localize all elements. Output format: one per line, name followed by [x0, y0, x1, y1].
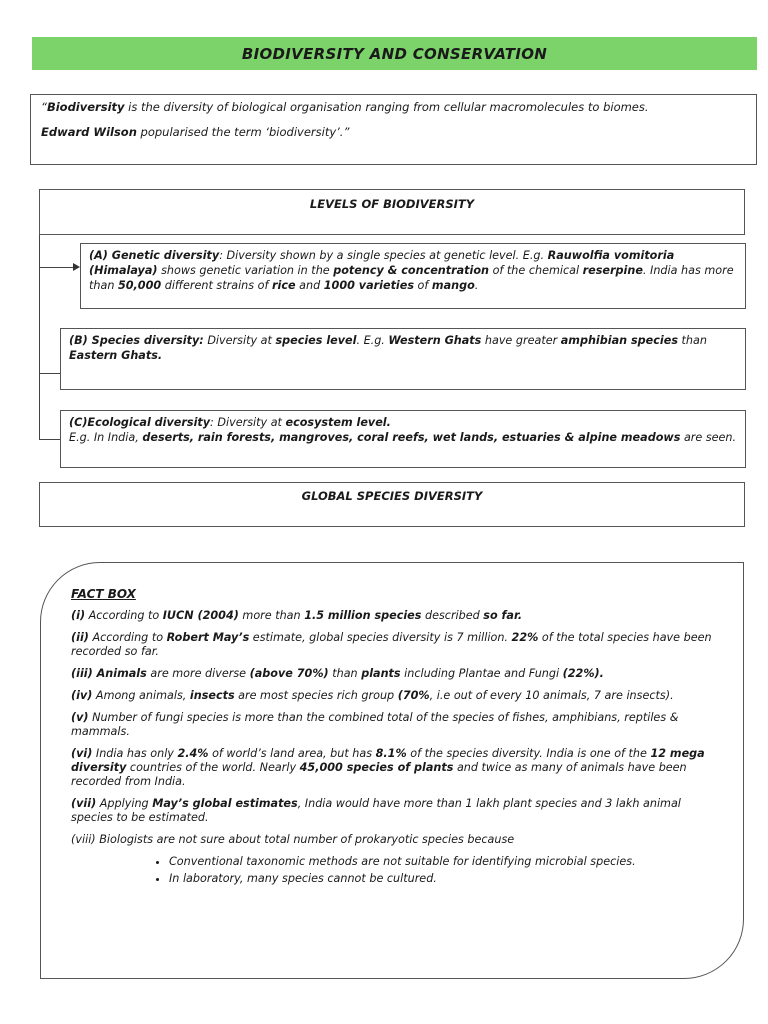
fact-3-text-1: are more diverse: [146, 667, 250, 680]
fact-3-text-2: than: [328, 667, 362, 680]
ecological-bold-1: ecosystem level.: [285, 416, 391, 429]
genetic-bold-2: potency & concentration: [333, 264, 490, 277]
levels-header-box: [39, 189, 745, 235]
genetic-bold-6: 1000 varieties: [323, 279, 414, 292]
fact-box: [40, 562, 744, 979]
genetic-bold-4: 50,000: [117, 279, 162, 292]
fact-item-8: [71, 833, 723, 847]
species-bold-2: Western Ghats: [388, 334, 482, 347]
fact-2-text-3: of the total species have been recorded so far.: [71, 631, 712, 658]
fact-5-text-1: Number of fungi species is more than the combined total of the species of fishes, amphibians, reptiles & mammals.: [71, 711, 679, 738]
fact-1-bold-1: IUCN (2004): [162, 609, 239, 622]
fact-6-number: (vi): [71, 747, 93, 760]
fact-item-7: [71, 797, 723, 825]
fact-3-bold-1: Animals: [96, 667, 147, 680]
ecological-bold-2: deserts, rain forests, mangroves, coral reefs, wet lands, estuaries & alpine meadows: [142, 431, 681, 444]
genetic-text-2: shows genetic variation in the: [157, 264, 334, 277]
attribution-line: [41, 125, 746, 139]
definition-box: [30, 94, 757, 165]
fact-7-number: (vii): [71, 797, 97, 810]
fact-item-6: [71, 747, 723, 789]
global-heading: GLOBAL SPECIES DIVERSITY: [301, 489, 483, 503]
genetic-text-1: : Diversity shown by a single species at genetic level. E.g.: [219, 249, 548, 262]
attribution-text: popularised the term ‘biodiversity’.”: [136, 125, 350, 139]
fact-6-bold-2: 8.1%: [375, 747, 407, 760]
species-label: (B) Species diversity:: [69, 334, 204, 347]
genetic-text-3: of the chemical: [489, 264, 583, 277]
fact-item-4: [71, 689, 723, 703]
species-bold-3: amphibian species: [560, 334, 678, 347]
fact-8-number: (viii): [71, 833, 96, 846]
fact-6-bold-1: 2.4%: [177, 747, 209, 760]
fact-4-text-2: are most species rich group: [234, 689, 398, 702]
genetic-bold-7: mango: [431, 279, 475, 292]
fact-6-text-5: and twice as many of animals have been recorded from India.: [71, 761, 687, 788]
fact-7-text-2: , India would have more than 1 lakh plant species and 3 lakh animal species to be estimated.: [71, 797, 681, 824]
global-diversity-header-box: [39, 482, 745, 527]
fact-item-2: [71, 631, 723, 659]
term-biodiversity: Biodiversity: [46, 100, 125, 114]
fact-box-heading: FACT BOX: [71, 587, 136, 601]
fact-1-bold-2: 1.5 million species: [304, 609, 422, 622]
species-diversity-box: [60, 328, 746, 390]
tree-vertical-line: [39, 235, 40, 440]
fact-5-number: (v): [71, 711, 89, 724]
fact-2-number: (ii): [71, 631, 89, 644]
fact-1-number: (i): [71, 609, 86, 622]
genetic-diversity-box: [80, 243, 746, 309]
species-text-2: . E.g.: [356, 334, 389, 347]
fact-3-text-3: including Plantae and Fungi: [400, 667, 563, 680]
author-name: Edward Wilson: [41, 125, 137, 139]
arrow-a-icon: [73, 263, 80, 271]
genetic-text-8: .: [474, 279, 479, 292]
ecological-text-3: are seen.: [680, 431, 737, 444]
fact-4-text-3: , i.e out of every 10 animals, 7 are insects).: [429, 689, 674, 702]
ecological-text-2: E.g. In India,: [69, 431, 143, 444]
fact-item-1: [71, 609, 723, 623]
open-quote: “: [41, 100, 47, 114]
fact-2-bold-2: 22%: [511, 631, 539, 644]
species-bold-1: species level: [275, 334, 357, 347]
genetic-text-7: of: [414, 279, 432, 292]
fact-6-text-3: of the species diversity. India is one of the: [406, 747, 651, 760]
list-item: • Conventional taxonomic methods are not suitable for identifying microbial species.: [169, 855, 723, 869]
list-item: • In laboratory, many species cannot be cultured.: [169, 872, 723, 886]
genetic-text-4: . India has more than: [89, 264, 734, 292]
levels-heading: LEVELS OF BIODIVERSITY: [309, 197, 475, 211]
genetic-label: (A) Genetic diversity: [89, 249, 220, 262]
genetic-bold-5: rice: [272, 279, 296, 292]
fact-6-text-4: countries of the world. Nearly: [126, 761, 300, 774]
reasons-list: [71, 855, 723, 886]
fact-3-number: (iii): [71, 667, 97, 680]
fact-3-bold-2: (above 70%): [249, 667, 329, 680]
fact-4-number: (iv): [71, 689, 93, 702]
page-title: BIODIVERSITY AND CONSERVATION: [241, 44, 548, 63]
fact-1-text-1: According to: [85, 609, 163, 622]
fact-4-text-1: Among animals,: [92, 689, 190, 702]
fact-6-text-1: India has only: [92, 747, 178, 760]
species-text-4: than: [677, 334, 707, 347]
fact-3-bold-4: (22%).: [562, 667, 604, 680]
definition-text: is the diversity of biological organisation ranging from cellular macromolecules to biomes.: [124, 100, 649, 114]
genetic-text-6: and: [295, 279, 324, 292]
fact-6-text-2: of world’s land area, but has: [208, 747, 376, 760]
genetic-bold-3: reserpine: [582, 264, 643, 277]
genetic-text-5: different strains of: [161, 279, 272, 292]
fact-item-3: [71, 667, 723, 681]
fact-1-text-3: described: [421, 609, 484, 622]
ecological-text-1: : Diversity at: [210, 416, 286, 429]
title-banner: [32, 37, 757, 70]
fact-4-bold-1: insects: [189, 689, 235, 702]
fact-4-bold-2: (70%: [397, 689, 430, 702]
fact-2-bold-1: Robert May’s: [166, 631, 250, 644]
fact-1-bold-3: so far.: [483, 609, 523, 622]
species-text-3: have greater: [481, 334, 561, 347]
ecological-label: (C)Ecological diversity: [69, 416, 211, 429]
fact-1-text-2: more than: [238, 609, 305, 622]
fact-8-text-1: Biologists are not sure about total number of prokaryotic species because: [95, 833, 515, 846]
fact-3-bold-3: plants: [361, 667, 401, 680]
species-bold-4: Eastern Ghats.: [69, 349, 163, 362]
fact-2-text-1: According to: [88, 631, 167, 644]
fact-item-5: [71, 711, 723, 739]
fact-2-text-2: estimate, global species diversity is 7 million.: [249, 631, 512, 644]
tree-branch-a: [39, 267, 73, 268]
fact-7-bold-1: May’s global estimates: [152, 797, 298, 810]
fact-6-bold-3: 12 mega diversity: [71, 747, 705, 774]
fact-6-bold-4: 45,000 species of plants: [299, 761, 454, 774]
species-text-1: Diversity at: [203, 334, 276, 347]
definition-line: [41, 100, 746, 114]
genetic-bold-1: Rauwolfia vomitoria (Himalaya): [89, 249, 675, 277]
fact-7-text-1: Applying: [96, 797, 153, 810]
ecological-diversity-box: [60, 410, 746, 468]
